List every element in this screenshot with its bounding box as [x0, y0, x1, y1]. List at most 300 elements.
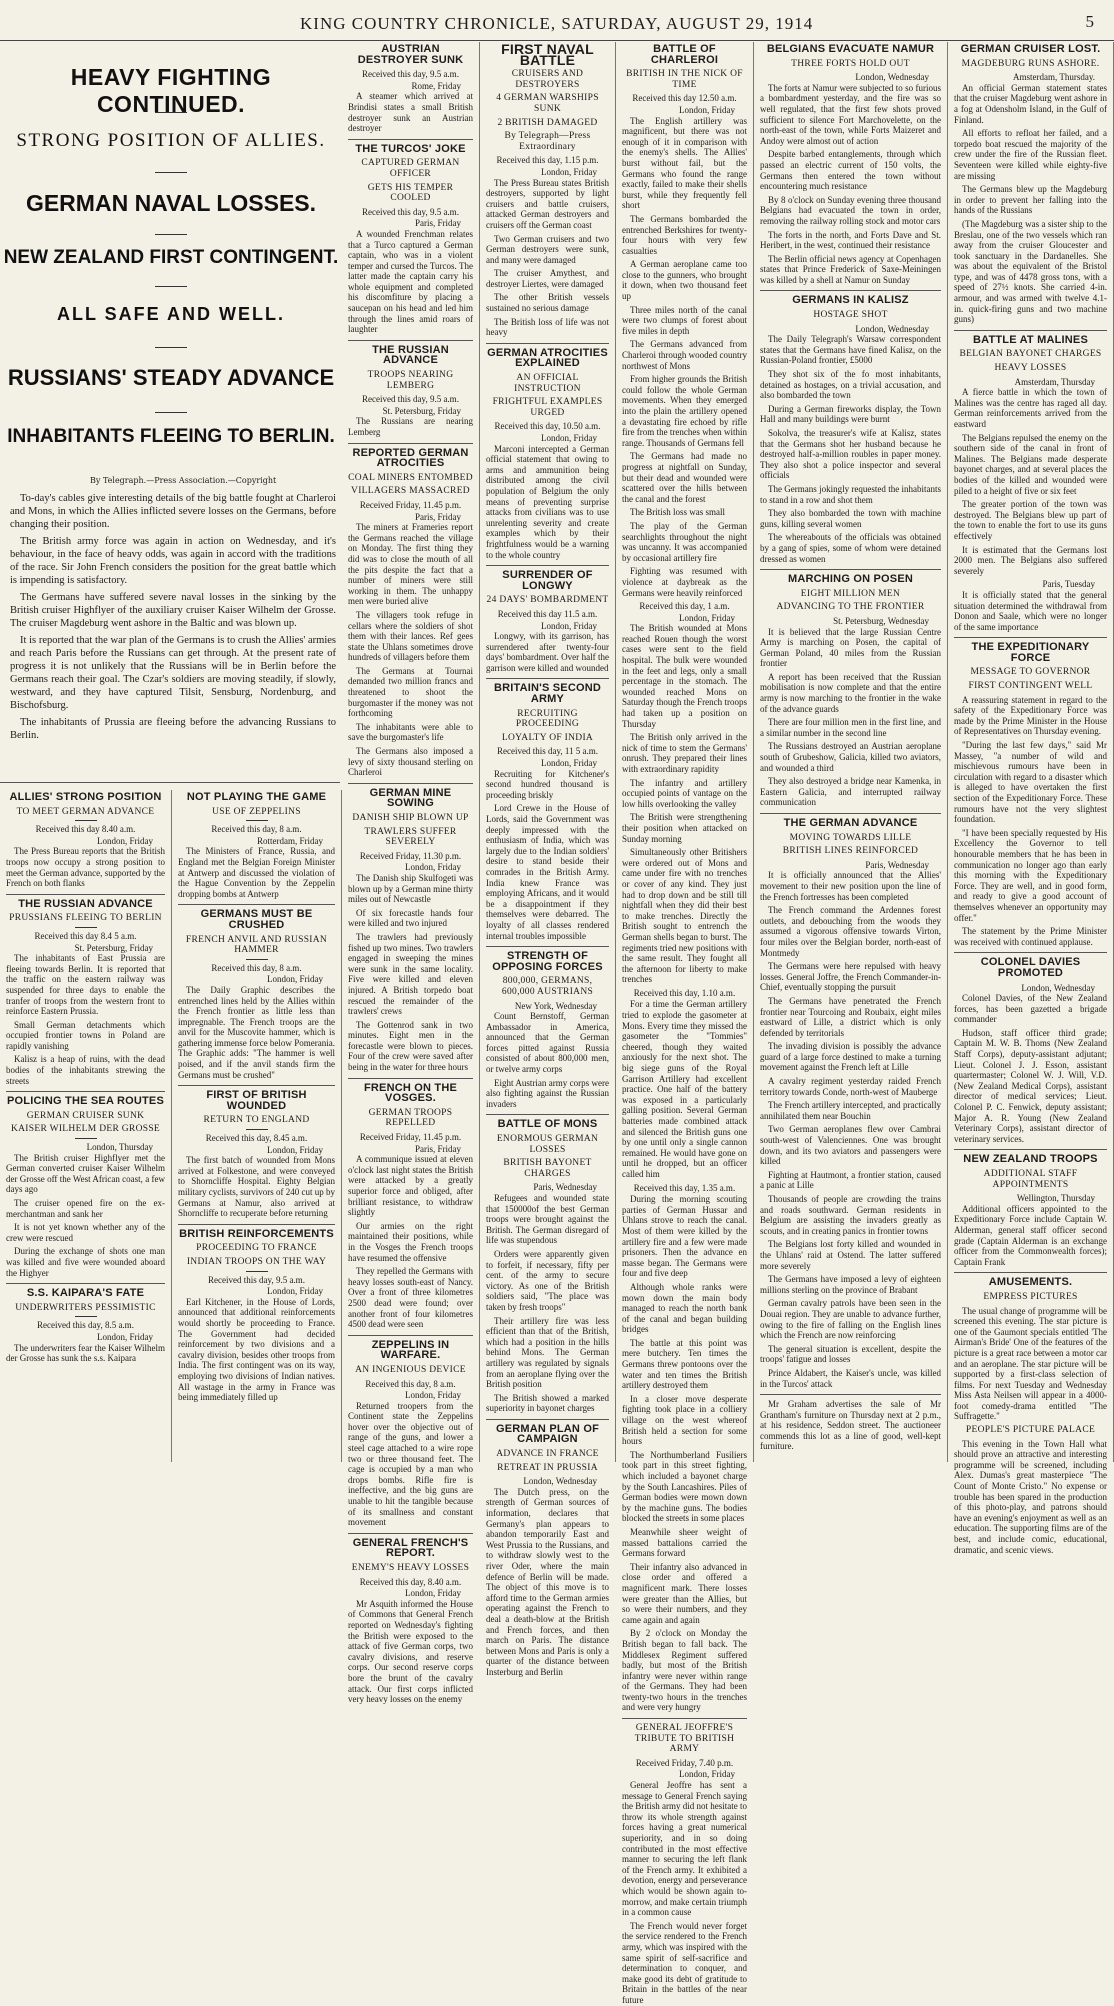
received-time: Received this day, 1 a.m. [639, 601, 730, 612]
rule [486, 678, 609, 679]
article-headline: NOT PLAYING THE GAME [186, 791, 327, 803]
article-body: A communique issued at eleven o'clock last night states the British were attacked by a greatly superior force and obliged, after brilliant resistance, to withdraw slightly [348, 1154, 473, 1218]
article-body: It is estimated that the Germans lost 2000 men. The Belgians also suffered severely [954, 544, 1107, 576]
article-body: Small German detachments which occupied frontier towns in Poland are rapidly vanishing [6, 1019, 165, 1051]
article-headline: GENERAL FRENCH'S REPORT. [352, 1536, 469, 1560]
article-body: Additional officers appointed to the Expeditionary Force include Captain W. Alderman, general staff officer second grade (Captain Alderman is an exchange officer from the Commonwealth forces); Captain Frank [954, 1203, 1107, 1267]
article-headline: GERMANS MUST BE CRUSHED [200, 908, 313, 931]
article-body: "During the last few days," said Mr Massey, "a number of wild and mischievous rumours have been in circulation with regard to a disaster which is alleged to have overtaken the first section of the Expeditionary Force. These rumours have not the very slightest foundation. [954, 740, 1107, 825]
dateline: Paris, Friday [415, 218, 461, 229]
article-headline: THE EXPEDITIONARY FORCE [971, 641, 1090, 664]
rule [348, 340, 473, 341]
article-body: There are four million men in the first line, and a similar number in the second line [760, 717, 941, 738]
lead-paragraph: To-day's cables give interesting details of the big battle fought at Charleroi and Mons, in which the Allies inflicted severe losses on the Germans, before changing their position. [10, 493, 336, 530]
article-body: The Germans had made no progress at nightfall on Sunday, but their dead and wounded were scattered over the hills between the canal and the forest [622, 451, 747, 504]
article-subhead: EMPRESS PICTURES [983, 1291, 1078, 1302]
rule [348, 139, 473, 140]
article-body: They also bombarded the town with machine guns, killing several women [760, 508, 941, 529]
dateline: London, Friday [679, 1769, 735, 1780]
dateline: London, Friday [541, 758, 597, 769]
article-subhead: EIGHT MILLION MEN [800, 588, 901, 599]
dateline: Rome, Friday [411, 80, 461, 91]
dateline: London, Friday [97, 835, 153, 846]
received-time: Received this day 8.4 5 a.m. [34, 930, 137, 941]
article-body: By 2 o'clock on Monday the British began to fall back. The Middlesex Regiment suffered badly, but most of the British infantry were never within range of the Germans. They had been twenty-two hours in the trenches and were very hungry [622, 1628, 747, 1713]
headline-strong-position: STRONG POSITION OF ALLIES. [16, 130, 326, 151]
article-body: The Germans jokingly requested the inhabitants to stand in a row and shot them [760, 483, 941, 505]
article-body: It is officially stated that the general situation determined the withdrawal from Donon and Saale, which were no longer of the same importance [954, 589, 1107, 632]
article-body: "I have been specially requested by His Excellency the Governor to tell honourable members that he has been in communication no longer ago than early this morning with the Expeditionary Force. They are well, and in good form, and ready to give a good account of themselves whenever an opportunity may offer." [954, 827, 1107, 923]
article-headline: THE TURCOS' JOKE [355, 142, 466, 155]
dateline: London, Friday [541, 433, 597, 443]
article-body: During the morning scouting parties of German Hussar and Uhlans strove to reach the canal. Most of them were killed by the artillery fire and a few were made prisoners. Then the advance en masse began. The Germans were four and five deep [622, 1194, 747, 1279]
article-body: The British showed a marked superiority in bayonet charges [486, 1392, 609, 1414]
article-subhead: MOVING TOWARDS LILLE [789, 832, 912, 843]
rule [760, 813, 941, 814]
article-headline: GERMAN CRUISER LOST. [960, 43, 1101, 55]
received-time: Received this day 11.5 a.m. [497, 608, 598, 619]
article-subhead: BRITISH BAYONET CHARGES [503, 1158, 592, 1179]
dateline: London, Friday [405, 1390, 461, 1401]
rule [486, 343, 609, 344]
newspaper-title: KING COUNTRY CHRONICLE, SATURDAY, AUGUST 29, 1914 [300, 14, 814, 33]
received-time: Received Friday, 11.45 p.m. [359, 499, 462, 510]
article-body: The Daily Telegraph's Warsaw correspondent states that the Germans have fined Kalisz, on the Russian-Poland frontier, £5000 [760, 334, 941, 366]
article-headline: NEW ZEALAND TROOPS [963, 1153, 1098, 1166]
article-headline: COLONEL DAVIES PROMOTED [980, 956, 1081, 979]
headline-all-safe: ALL SAFE AND WELL. [57, 304, 285, 324]
divider [155, 286, 187, 287]
article-body: The British were strengthening their position when attacked on Sunday morning [622, 812, 747, 844]
dateline: Paris, Friday [415, 1143, 461, 1154]
article-headline: THE GERMAN ADVANCE [783, 817, 918, 829]
article-body: The trawlers had previously fished up two mines. Two trawlers engaged in sweeping the mines were sunk in the same locality. Five were killed and eleven injured. A British torpedo boat rescued the remainder of the trawlers' crews [348, 931, 473, 1017]
article-headline: POLICING THE SEA ROUTES [7, 1095, 164, 1108]
article-body: Marconi intercepted a German official statement that owing to arms and ammunition being distributed among the civil population of Belgium the only means of preventing surprise attacks from civilians was to use unrelenting severity and create examples which by their frightfulness would be a warning to the whole country [486, 443, 609, 560]
article-body: The play of the German searchlights throughout the night was uncanny. It was accompanied by occasional artillery fire [622, 520, 747, 563]
article-body: Their infantry also advanced in close order and offered a magnificent mark. There losses were greater than the Allies, but so were their numbers, and they came again and again [622, 1561, 747, 1625]
rule [760, 290, 941, 291]
dateline: Wellington, Thursday [1016, 1193, 1095, 1204]
divider [155, 347, 187, 348]
article-subhead: COAL MINERS ENTOMBED [348, 472, 473, 483]
column-7 [948, 42, 1114, 1555]
rule [348, 1533, 473, 1534]
received-time: Received this day, 1.10 a.m. [633, 987, 736, 998]
lead-paragraph: The Germans have suffered severe naval losses in the sinking by the British cruiser Highflyer of the auxiliary cruiser Kaiser Wilhelm der Grosse. The cruiser Magdeburg went ashore in the Baltic and was blown up. [10, 592, 336, 629]
article-subhead: VILLAGERS MASSACRED [351, 486, 470, 497]
received-time: Received this day, 9.5 a.m. [362, 394, 459, 405]
headline-inhabitants-fleeing: INHABITANTS FLEEING TO BERLIN. [7, 426, 335, 447]
article-body: The villagers took refuge in cellars where the soldiers of shot them with their lances. Ref gees state the Uhlans sometimes drove hundreds of villagers before them [348, 609, 473, 663]
article-subhead: PEOPLE'S PICTURE PALACE [965, 1425, 1096, 1436]
article-body: The Germans blew up the Magdeburg in order to prevent her falling into the hands of the Russians [954, 184, 1107, 216]
article-body: The Germans at Tournai demanded two million francs and threatened to shoot the burgomaster if the money was not forthcoming [348, 665, 473, 719]
article-subhead: HEAVY LOSSES [994, 363, 1067, 374]
column-6 [754, 42, 948, 1462]
article-body: Of six forecastle hands four were killed and two injured [348, 907, 473, 929]
dateline: Paris, Wednesday [865, 859, 929, 870]
article-headline: BRITAIN'S SECOND ARMY [493, 682, 602, 706]
article-body: The Gottenrod sank in two minutes. Eight men in the forecastle were blown to pieces. Four of the crew were saved after being in the water for three hours [348, 1019, 473, 1073]
article-body: The whereabouts of the officials was obtained by a gang of spies, some of whom were detained dressed as women [760, 532, 941, 564]
dateline: Paris, Wednesday [533, 1182, 597, 1193]
article-subhead: TROOPS NEARING LEMBERG [367, 370, 454, 391]
rule [760, 1394, 941, 1395]
article-subhead: GERMAN TROOPS REPELLED [368, 1107, 453, 1129]
article-body: A reassuring statement in regard to the safety of the Expeditionary Force was made by the Prime Minister in the House of Representatives on Thursday evening. [954, 694, 1107, 737]
article-body: General Jeoffre has sent a message to General French saying the British army did not hesitate to throw its whole strength against forces having a great numerical superiority, and in so doing contributed in the most effective manner to securing the left flank of the French army. It exhibited a devotion, energy and perseverance which would be shown again to-morrow, and make certain triumph in a common cause [622, 1780, 747, 1918]
article-body: The Germans have penetrated the French frontier near Tourcoing and Roubaix, eight miles eastward of Lille, a district which is only defended by territorials [760, 995, 941, 1038]
article-subhead: CAPTURED GERMAN OFFICER [361, 158, 460, 179]
column-1 [0, 790, 172, 1462]
article-body: The statement by the Prime Minister was received with continued applause. [954, 926, 1107, 947]
article-body: Refugees and wounded state that 150000of the best German troops were brought against the British. The German disregard of life was stupendous [486, 1193, 609, 1246]
dateline: London, Friday [405, 1588, 461, 1599]
rule [954, 330, 1107, 331]
article-body: By 8 o'clock on Sunday evening three thousand Belgians had evacuated the town in order, removing the railway rolling stock and motor cars [760, 194, 941, 226]
article-body: The British wounded at Mons reached Rouen though the worst cases were sent to the field hospital. The bulk were wounded in the feet and legs, only a small percentage in the stomach. The wounded reached Mons on Saturday though the French troops had taken up a position on Thursday [622, 623, 747, 729]
dateline: London, Wednesday [523, 1476, 597, 1487]
article-body: The Press Bureau reports that the British troops now occupy a strong position to meet the German advance, supported by the French on both flanks [6, 846, 165, 889]
rule [178, 904, 335, 905]
article-headline: MARCHING ON POSEN [787, 573, 914, 586]
article-body: The infantry and artillery occupied points of vantage on the low hills overlooking the valley [622, 777, 747, 809]
dateline: New York, Wednesday [514, 1000, 597, 1011]
article-body: It is officially announced that the Allies' movement to their new position upon the line of the French fortresses has been completed [760, 870, 941, 902]
article-subhead: TRAWLERS SUFFER SEVERELY [364, 826, 457, 848]
article-subhead: DANISH SHIP BLOWN UP [352, 813, 469, 823]
rule [348, 443, 473, 444]
received-time: Received this day, 8.5 a.m. [37, 1320, 134, 1331]
dateline: St. Petersburg, Friday [382, 405, 461, 416]
article-body: Two German aeroplanes flew over Cambrai south-west of Valenciennes. One was brought down, and its two aviators and passengers were killed [760, 1124, 941, 1167]
article-body: The English artillery was magnificent, but there was not enough of it in comparison with the enemy's shells. The Allies' burst without fail, but the Germans who found the range exactly, failed to make their shells burst, while they frequently fell short [622, 115, 747, 211]
article-body: Meanwhile sheer weight of massed battalions carried the Germans forward [622, 1526, 747, 1559]
article-body: Colonel Davies, of the New Zealand forces, has been gazetted a brigade commander [954, 993, 1107, 1025]
rule [954, 952, 1107, 953]
dateline: St. Petersburg, Wednesday [833, 615, 929, 626]
article-body: All efforts to refloat her failed, and a torpedo boat rescued the majority of the crew under the fire of the Russian fleet. Seventeen were killed while eighty-five are missing [954, 128, 1107, 181]
dateline: Paris, Tuesday [1042, 579, 1095, 590]
article-headline: ALLIES' STRONG POSITION [9, 791, 162, 803]
rule [6, 1091, 165, 1092]
article-body: It is not yet known whether any of the crew were rescued [6, 1222, 165, 1243]
article-body: Three miles north of the canal were two clumps of forest about five miles in depth [622, 304, 747, 336]
article-body: The British only arrived in the nick of time to stem the Germans' onrush. They prepared their lines with extraordinary rapidity [622, 732, 747, 774]
divider [155, 234, 187, 235]
article-subhead: ENORMOUS GERMAN LOSSES [496, 1134, 599, 1155]
received-time: Received this day, 9.5 a.m. [208, 1274, 305, 1285]
received-time: Received this day 8.40 a.m. [35, 824, 136, 835]
article-body: The French artillery intercepted, and practically annihilated them near Bouchin [760, 1100, 941, 1121]
dash [246, 1271, 268, 1272]
rule [178, 1085, 335, 1086]
dateline: Rotterdam, Friday [257, 835, 323, 846]
article-headline: GERMAN ATROCITIES EXPLAINED [487, 346, 608, 370]
article-headline: FIRST NAVAL BATTLE [501, 41, 594, 68]
article-body: It is believed that the large Russian Centre Army is marching on Posen, the capital of German Poland, 40 miles from the Russian frontier [760, 626, 941, 669]
article-headline: FRENCH ON THE VOSGES. [363, 1081, 458, 1105]
masthead [0, 0, 1114, 41]
lead-paragraph: The inhabitants of Prussia are fleeing before the advancing Russians to Berlin. [10, 717, 336, 741]
article-body: Longwy, with its garrison, has surrendered after twenty-four days' bombardment. Over half the garrison were killed and wounded [486, 631, 609, 673]
article-body: From higher grounds the British could follow the whole German movements. When they emerged into the plain the artillery opened a devastating fire echoed by rifle fire from the trenches when within range. Thousands of Germans fell [622, 374, 747, 448]
article-headline: BATTLE OF CHARLEROI [650, 43, 719, 66]
column-4 [480, 41, 616, 1677]
article-body: The British loss of life was not heavy [486, 316, 609, 338]
article-body: The Belgians repulsed the enemy on the southern side of the canal in front of Malines. The Belgians made desperate bayonet charges, and at several places the bodies of the killed and wounded were piled to a height of five or six feet [954, 432, 1107, 496]
dash [246, 820, 268, 821]
dateline: London, Friday [267, 1286, 323, 1297]
headline-first-contingent: NEW ZEALAND FIRST CONTINGENT. [3, 247, 339, 268]
article-body: A cavalry regiment yesterday raided French territory towards Conde, north-west of Mauberge [760, 1076, 941, 1097]
dateline: London, Wednesday [855, 72, 929, 83]
divider [155, 112, 187, 113]
dash [75, 820, 97, 821]
article-body: Our armies on the right maintained their positions, while in the Vosges the French troops have resumed the offensive [348, 1220, 473, 1263]
press-credit: By Telegraph.—Press Association.—Copyright [90, 476, 277, 485]
article-headline: THE RUSSIAN ADVANCE [18, 897, 153, 910]
article-body: The French command the Ardennes forest outlets, and debouching from the woods they assumed a vigorous offensive towards Virton, four miles over the Belgian border, north-east of Montmedy [760, 905, 941, 958]
article-body: During a German fireworks display, the Town Hall and many buildings were burnt [760, 403, 941, 425]
article-body: The battle at this point was mere butchery. Ten times the Germans threw pontoons over the water and ten times the British artillery destroyed them [622, 1337, 747, 1391]
dateline: London, Friday [97, 1331, 153, 1342]
article-body: The Belgians lost forty killed and wounded in the Uhlans' raid at Ostend. The latter suffered more severely [760, 1239, 941, 1271]
article-subhead: FRIGHTFUL EXAMPLES URGED [492, 397, 603, 418]
rule [954, 637, 1107, 638]
article-headline: THE RUSSIAN ADVANCE [372, 343, 449, 367]
received-time: Received this day, 9.5 a.m. [362, 69, 459, 80]
headline-heavy-fighting: HEAVY FIGHTING CONTINUED. [70, 64, 272, 117]
article-body: Earl Kitchener, in the House of Lords, announced that additional reinforcements would shortly be proceeding to France. The Government had decided reinforcement by two divisions and a cavalry division, besides other troops from India. The first contingent was on its way, employing two divisions of Indian natives. All wastage in the army in France was being immediately filled up [178, 1296, 335, 1403]
article-subhead: MESSAGE TO GOVERNOR [970, 667, 1091, 678]
article-body: The Germans bombarded the entrenched Berkshires for twenty-four hours with very few casualties [622, 213, 747, 256]
lead-summary [10, 492, 336, 746]
article-subhead: By Telegraph—Press Extraordinary [504, 131, 591, 152]
article-body: They repelled the Germans with heavy losses south-east of Nancy. Over a front of three kilometres 2500 dead were found; over another front of four kilometres 4500 dead were seen [348, 1266, 473, 1330]
article-body: The Russians destroyed an Austrian aeroplane south of Grubeshow, Galicia, killed two aviators, and wounded a third [760, 741, 941, 773]
article-headline: SURRENDER OF LONGWY [502, 569, 593, 592]
article-subhead: ENEMY'S HEAVY LOSSES [351, 1563, 470, 1573]
article-body: The Dutch press, on the strength of German sources of information, declares that Germany's plan appears to abandon temporarily East and West Prussia to the Russians, and to withdraw slowly west to the river Oder, where the main defence of Berlin will be made. The object of this move is to afford time to the German armies operating against the French to deal a death-blow at the British and French forces, and then march on Paris. The distance between Mons and Paris is only a quarter of the distance between Insterburg and Berlin [486, 1486, 609, 1677]
article-subhead: MAGDEBURG RUNS ASHORE. [961, 58, 1100, 69]
article-body: Despite barbed entanglements, through which passed an electric current of 150 volts, the Germans then entered the town without encountering much resistance [760, 149, 941, 192]
article-body: Sokolva, the treasurer's wife at Kalisz, states that the Germans shot her husband because he destroyed half-a-million roubles in paper money. They also shot a police inspector and several officials [760, 428, 941, 481]
article-subhead: USE OF ZEPPELINS [212, 806, 301, 817]
article-body: The Ministers of France, Russia, and England met the Belgian Foreign Minister at Antwerp and discussed the violation of the Hague Convention by the Zeppelin dropping bombs at Antwerp [178, 846, 335, 899]
article-body: In a closer move desperate fighting took place in a colliery village on the west whereof British held a section for some hours [622, 1393, 747, 1447]
rule [954, 1149, 1107, 1150]
article-subhead: BRITISH IN THE NICK OF TIME [626, 69, 743, 90]
article-body: The forts in the north, and Forts Dave and St. Heribert, in the west, continued their resistance [760, 229, 941, 251]
article-body: The Berlin official news agency at Copenhagen states that Prince Frederick of Saxe-Meiningen was killed by a shell at Namur on Sunday [760, 253, 941, 285]
dateline: Paris, Friday [415, 511, 461, 522]
dateline: Amsterdam, Thursday. [1013, 72, 1095, 83]
article-body: Eight Austrian army corps were also fighting against the Russian invaders [486, 1077, 609, 1109]
rule [486, 946, 609, 947]
received-time: Received this day, 8 a.m. [365, 1378, 456, 1389]
article-body: A steamer which arrived at Brindisi states a small British destroyer sunk an Austrian destroyer [348, 91, 473, 134]
article-headline: BATTLE AT MALINES [972, 333, 1089, 346]
article-body: The Danish ship Skulfogeti was blown up by a German mine thirty miles out of Newcastle [348, 872, 473, 905]
article-subhead: ADVANCING TO THE FRONTIER [776, 602, 925, 613]
article-headline: GENERAL JEOFFRE'S TRIBUTE TO BRITISH ARMY [634, 1723, 735, 1755]
received-time: Received this day, 11 5 a.m. [496, 746, 599, 757]
article-body: The cruiser Amythest, and destroyer Liertes, were damaged [486, 268, 609, 289]
column-3 [342, 42, 480, 1705]
article-subhead: 800,000, GERMANS, 600,000 AUSTRIANS [501, 976, 594, 997]
article-subhead: GERMAN CRUISER SUNK [26, 1110, 145, 1121]
rule [622, 1718, 747, 1719]
article-body: The inhabitants were able to save the burgomaster's life [348, 721, 473, 743]
received-time: Received Friday, 7.40 p.m. [635, 1757, 734, 1768]
article-headline: BRITISH REINFORCEMENTS [179, 1227, 334, 1240]
article-body: Prince Aldabert, the Kaiser's uncle, was killed in the Turcos' attack [760, 1367, 941, 1389]
article-subhead: RECRUITING PROCEEDING [515, 708, 580, 730]
article-subhead: RETURN TO ENGLAND [203, 1115, 310, 1126]
received-time: Received this day, 8 a.m. [211, 962, 302, 973]
article-body: Fighting at Hautmont, a frontier station, caused a panic at Lille [760, 1169, 941, 1191]
dateline: St. Petersburg, Friday [74, 942, 153, 953]
article-headline: GERMAN PLAN OF CAMPAIGN [495, 1422, 600, 1446]
article-body: The Germans also imposed a levy of sixty thousand sterling on Charleroi [348, 746, 473, 778]
article-headline: S.S. KAIPARA'S FATE [26, 1287, 145, 1300]
rule [486, 1114, 609, 1115]
dateline: London, Wednesday [855, 323, 929, 334]
headline-russians-advance: RUSSIANS' STEADY ADVANCE [7, 365, 335, 390]
article-body: For a time the German artillery tried to explode the gasometer at Mons. Every time they missed the gasometer the "Tommies" cheered, though they waited anxiously for the next shot. The big siege guns of the Royal Garrison Artillery had excellent practice. One half of the battery was exposed in a particularly galling position. Several German batteries made combined attack and silenced the British guns one by one until only a single cannon remained. He would have gone on until he dropped, but an officer called him [622, 999, 747, 1179]
article-body: They also destroyed a bridge near Kamenka, in Eastern Galicia, and interrupted railway communication [760, 776, 941, 808]
article-body: The inhabitants of East Prussia are fleeing towards Berlin. It is reported that the traffic on the eastern railway was suspended for three days to enable the tranfer of troops from the western front to reinforce Eastern Prussia. [6, 953, 165, 1017]
article-subhead: ADVANCE IN FRANCE [496, 1449, 599, 1460]
headline-naval-losses: GERMAN NAVAL LOSSES. [25, 190, 317, 216]
article-headline: REPORTED GERMAN ATROCITIES [352, 446, 469, 470]
page-number: 5 [1085, 12, 1094, 31]
article-body: Count Bernstoff, German Ambassador in America, announced that the German forces pitted against Russia consisted of about 800,000 men, or twelve army corps [486, 1011, 609, 1075]
article-body: The British loss was small [630, 507, 725, 518]
section-rule [0, 782, 340, 783]
article-subhead: CRUISERS AND DESTROYERS [511, 69, 584, 90]
dateline: London, Friday [267, 1144, 323, 1155]
received-time: Received Friday, 11.30 p.m. [359, 850, 462, 861]
article-body: German cavalry patrols have been seen in the Douai region. They are unable to advance further, owing to the fire of falling on the English lines which the French are now reinforcing [760, 1298, 941, 1341]
rule [348, 1078, 473, 1079]
article-body: Lord Crewe in the House of Lords, said the Government was deeply impressed with the enthusiasm of India, which was largely due to the Indian soldiers' desire to stand beside their comrades in the British Army. India knew France was employing Africans, and it would be a disappointment if they themselves were debarred. The loyalty of all classes rendered internal troubles impossible [486, 803, 609, 941]
banner-headlines [0, 42, 342, 467]
article-body: The Press Bureau states British destroyers, supported by light cruisers and battle cruisers, attacked German destroyers and cruisers off the German coast [486, 177, 609, 230]
article-body: An official German statement states that the cruiser Magdeburg went ashore in a fog at Odensholm Island, in the Gulf of Finland. [954, 82, 1107, 125]
article-subhead: UNDERWRITERS PESSIMISTIC [15, 1302, 156, 1313]
article-body: (The Magdeburg was a sister ship to the Breslau, one of the two vessels which ran away from the cruiser Gloucester and took sanctuary in the Dardanelles. She was about the equivalent of the Bristol type, and was of 4478 gross tons, with a speed of 27½ knots. She carried 4-in. armour, and was armed with twelve 4.1-in. quick-firing guns and two machine guns) [954, 218, 1107, 325]
rule [6, 1283, 165, 1284]
article-body: The Germans were here repulsed with heavy losses. General Joffre, the French Commander-in-Chief, eventually stopping the pursuit [760, 961, 941, 993]
dateline: London, Friday [541, 166, 597, 177]
dash [75, 927, 97, 928]
dateline: London, Friday [679, 104, 735, 115]
dateline: Amsterdam, Thursday [1014, 376, 1095, 387]
received-time: Received this day, 10.50 a.m. [494, 421, 601, 432]
received-time: Received this day, 1.15 p.m. [496, 155, 599, 166]
article-body: The invading division is possibly the advance guard of a large force destined to make a turning movement against the French left at Lille [760, 1041, 941, 1073]
article-body: Kalisz is a heap of ruins, with the dead bodies of the inhabitants strewing the streets [6, 1054, 165, 1086]
article-body: A report has been received that the Russian mobilisation is now complete and that the entire army is now marching to the frontier in the wake of the advance guards [760, 671, 941, 714]
received-time: Received this day, 8 a.m. [211, 824, 302, 835]
article-body: The forts at Namur were subjected to so furious a bombardment yesterday, and the fire was so well regulated, that the first few shots proved sufficient to silence Fort Marchovelette, on the north-east of the town, while Forts Maizeret and Andoy were almost out of action [760, 82, 941, 146]
article-body: Recruiting for Kitchener's second hundred thousand is proceeding briskly [486, 768, 609, 800]
dateline: London, Wednesday [1021, 982, 1095, 993]
article-subhead: RETREAT IN PRUSSIA [497, 1462, 598, 1473]
article-subhead: PROCEEDING TO FRANCE [196, 1243, 317, 1254]
article-subhead: THREE FORTS HOLD OUT [791, 58, 910, 69]
article-body: Mr Graham advertises the sale of Mr Grantham's furniture on Thursday next at 2 p.m., at his residence, Seddon street. The auctioneer commends this lot as a line of good, well-kept furniture. [760, 1399, 941, 1452]
article-body: The Northumberland Fusiliers took part in this street fighting, which included a bayonet charge by the South Lancashires. Piles of German bodies were mown down by the machine guns. The bodies blocked the streets in some places [622, 1449, 747, 1524]
article-body: The usual change of programme will be screened this evening. The star picture is one of the Gaumont specials entitled 'The Airman's Bride' One of the features of the picture is a great race between a motor car and an aeroplane. The star picture will be supported by a first-class selection of films. For next Tuesday and Wednesday Miss Asta Neilsen will appear in a 4000-foot comedy-drama entitled "The Suffragette." [954, 1305, 1107, 1422]
received-time: Received this day, 1.35 a.m. [633, 1182, 736, 1193]
article-subhead: AN OFFICIAL INSTRUCTION [514, 373, 581, 394]
dateline: London, Friday [541, 620, 597, 631]
article-body: A wounded Frenchman relates that a Turco captured a German captain, who was in a violent temper and cursed the Turcos. The latter made the captain carry his whole equipment and completed his discomfiture by placing a saucepan on his head and led him through the lines amid roars of laughter [348, 228, 473, 335]
column-2 [172, 790, 342, 1462]
dash [75, 1316, 97, 1317]
dash [75, 1138, 97, 1139]
article-body: Hudson, staff officer third grade; Captain M. W. B. Thoms (New Zealand Staff Corps), deputy-assistant adjutant; Lieut. Colonel J. J. Esson, assistant quartermaster; Colonel W. J. Will, V.D. (New Zealand Medical Corps), assistant director of medical services; Lieut. Colonel P. C. Fenwick, deputy assistant; Major A. R. Young (New Zealand Veterinary Corps), assistant director of veterinary services. [954, 1027, 1107, 1144]
rule [486, 565, 609, 566]
article-body: Simultaneously other Britishers were ordered out of Mons and came under fire with no trenches or cover of any kind. They just had to drop down and be still till nightfall when they did their best to make trenches. Directly the British sought to entrench the German shells began to burst. The regiments tried new positions with the same result. They fought all the afternoon for liberty to make trenches [622, 847, 747, 985]
article-subhead: TO MEET GERMAN ADVANCE [16, 806, 155, 817]
rule [178, 1224, 335, 1225]
article-body: The Russians are nearing Lemberg [348, 416, 473, 437]
article-subhead: LOYALTY OF INDIA [501, 732, 594, 743]
article-subhead: KAISER WILHELM DER GROSSE [10, 1124, 161, 1135]
received-time: Received this day, 8.40 a.m. [359, 1576, 462, 1587]
article-subhead: AN INGENIOUS DEVICE [355, 1364, 466, 1375]
rule [348, 783, 473, 784]
article-headline: GERMANS IN KALISZ [792, 294, 909, 307]
dash [246, 1129, 268, 1130]
received-time: Received Friday, 11.45 p.m. [359, 1132, 462, 1143]
lead-paragraph: The British army force was again in action on Wednesday, and it's behaviour, in the face of heavy odds, was again in accord with the traditions of the race. Sir John French considers the position for the great battle which is impending is satisfactory. [10, 536, 336, 586]
article-subhead: ADDITIONAL STAFF APPOINTMENTS [983, 1169, 1078, 1190]
lead-paragraph: It is reported that the war plan of the Germans is to crush the Allies' armies and reach Paris before the Russians can get through. At the present rate of progress it is not unlikely that the Russians will be in Berlin before the Germans reach their goal. The Czar's soldiers are moving steadily, if slowly, westward, and they have captured Tilsit, Sensburg, Nordenburg, and Bischofsburg. [10, 635, 336, 711]
article-body: Fighting was resumed with violence at daybreak as the Germans were heavily reinforced [622, 566, 747, 598]
dateline: London, Friday [679, 612, 735, 623]
article-headline: AUSTRIAN DESTROYER SUNK [357, 43, 464, 66]
rule [486, 1419, 609, 1420]
received-time: Received this day, 8.45 a.m. [205, 1133, 308, 1144]
article-subhead: FIRST CONTINGENT WELL [968, 681, 1093, 692]
article-body: Returned troopers from the Continent state the Zeppelins hover over the objective out of range of the guns, and lower a steel cage attached to a wire rope two or three thousand feet. The cage is occupied by a man who drops bombs. Rifle fire is ineffective, and the big guns are unable to hit the tangible because of its smallness and constant movement [348, 1400, 473, 1528]
article-body: The French would never forget the service rendered to the French army, which was inspired with the same spirit of self-sacrifice and determination to conquer, and make good its debt of gratitude to Britain in the battles of the near future [622, 1920, 747, 2005]
article-body: Mr Asquith informed the House of Commons that General French reported on Wednesday's fighting the British were exposed to the attack of five German corps, two cavalry divisions, and reserve corps. Our second reserve corps bore the brunt of the cavalry attack. Our first corps inflicted very heavy losses on the enemy [348, 1598, 473, 1705]
article-body: The first batch of wounded from Mons arrived at Folkestone, and were conveyed to Shorncliffe Hospital. Eighty Belgian military cyclists, survivors of 240 cut up by Germans at Namur, also arrived at Shorncliffe to recuperate before returning [178, 1155, 335, 1219]
article-body: Orders were apparently given to forfeit, if necessary, fifty per cent. of the army to secure victory. As one of the British soldiers said, "The place was taken by fresh troops" [486, 1248, 609, 1312]
dateline: London, Friday [267, 974, 323, 985]
article-subhead: 4 GERMAN WARSHIPS SUNK [496, 93, 599, 114]
article-subhead: BELGIAN BAYONET CHARGES [959, 349, 1102, 360]
article-body: They shot six of the fo most inhabitants, detained as hostages, on a trivial accusation, and also bombarded the town [760, 369, 941, 401]
article-subhead: FRENCH ANVIL AND RUSSIAN HAMMER [185, 934, 328, 956]
article-body: The cruiser opened fire on the ex-merchantman and sank her [6, 1198, 165, 1219]
received-time: Received this day 12.50 a.m. [632, 93, 737, 104]
article-body: Two German cruisers and two German destroyers were sunk, and many were damaged [486, 233, 609, 265]
article-subhead: BRITISH LINES REINFORCED [782, 846, 919, 857]
article-body: Although whole ranks were mown down the main body managed to reach the north bank of the canal and began building bridges [622, 1281, 747, 1335]
article-body: A German aeroplane came too close to the gunners, who brought it down, when two thousand feet up [622, 259, 747, 302]
article-subhead: GETS HIS TEMPER COOLED [367, 182, 454, 204]
dateline: London, Friday [405, 862, 461, 873]
article-body: The Daily Graphic describes the entrenched lines held by the Allies within the French frontier as little less than impregnable. The French troops are the anvil for the Muscovite hammer, which is gathering immense force below Pomerania. The Graphic adds: "The hammer is well poised, and if the anvil stands firm the Germans must be crushed" [178, 984, 335, 1080]
